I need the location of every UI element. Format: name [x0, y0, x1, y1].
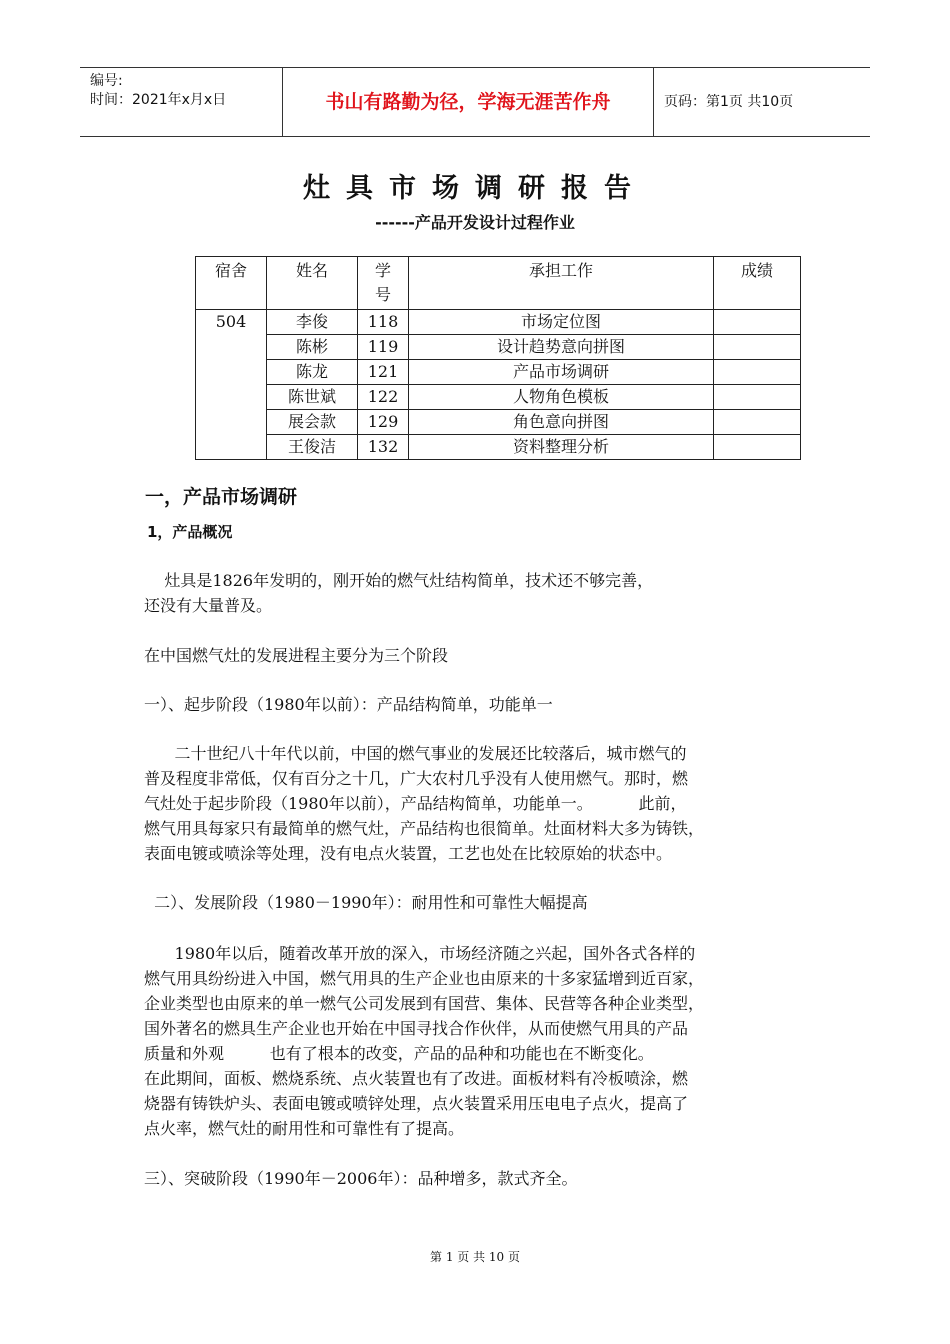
member-task: 设计趋势意向拼图 [409, 335, 714, 360]
member-id: 132 [358, 435, 409, 460]
member-id: 129 [358, 410, 409, 435]
table-row [196, 435, 801, 460]
intro-paragraph: 灶具是1826年发明的，刚开始的燃气灶结构简单，技术还不够完善， 还没有大量普及。 [144, 571, 654, 615]
member-task: 产品市场调研 [409, 360, 714, 385]
header-id-line1: 学 [374, 261, 391, 280]
member-task: 角色意向拼图 [409, 410, 714, 435]
motto: 书山有路勤为径，学海无涯苦作舟 [282, 68, 654, 136]
stage1-body: 二十世纪八十年代以前，中国的燃气事业的发展还比较落后，城市燃气的 普及程度非常低，仅有百分之十几，广大农村几乎没有人使用燃气。那时，燃 气灶处于起步阶段（1980年以前），产品结构简单，功能单一。 此前， 燃气用具每家只有最简单的燃气灶，产品结构也很简单。灶面材料大多为铸铁， 表面电镀或喷涂等处理，没有电点火装置，工艺也处在比较原始的状态中。 [144, 744, 705, 863]
member-grade [714, 360, 801, 385]
header-dorm: 宿舍 [196, 257, 267, 310]
page-header [80, 67, 870, 137]
member-name: 王俊洁 [267, 435, 358, 460]
stage1-title: 一）、起步阶段（1980年以前）：产品结构简单，功能单一 [144, 695, 553, 714]
header-meta [90, 72, 226, 110]
member-task: 人物角色模板 [409, 385, 714, 410]
header-id [358, 257, 409, 310]
section-heading: 一，产品市场调研 [145, 486, 298, 508]
member-grade [714, 435, 801, 460]
table-row [196, 385, 801, 410]
stages-paragraph: 在中国燃气灶的发展进程主要分为三个阶段 [144, 646, 449, 665]
table-row [196, 410, 801, 435]
stage3-title: 三）、突破阶段（1990年－2006年）：品种增多，款式齐全。 [144, 1169, 578, 1188]
number-label: 编号: [90, 73, 123, 89]
header-task: 承担工作 [409, 257, 714, 310]
stage2-title: 二）、发展阶段（1980－1990年）：耐用性和可靠性大幅提高 [144, 893, 588, 912]
member-name: 展会款 [267, 410, 358, 435]
table-row [196, 335, 801, 360]
time-label: 时间：2021年x月x日 [90, 92, 227, 108]
dorm-cell: 504 [196, 310, 267, 460]
member-id: 122 [358, 385, 409, 410]
header-id-line2: 号 [374, 285, 391, 304]
member-grade [714, 335, 801, 360]
member-task: 资料整理分析 [409, 435, 714, 460]
report-subtitle: ------产品开发设计过程作业 [375, 213, 575, 232]
member-grade [714, 410, 801, 435]
member-id: 118 [358, 310, 409, 335]
table-header-row [196, 257, 801, 310]
member-id: 121 [358, 360, 409, 385]
table-row [196, 310, 801, 335]
page-info: 页码：第1页 共10页 [664, 94, 794, 110]
header-grade: 成绩 [714, 257, 801, 310]
member-name: 李俊 [267, 310, 358, 335]
page-footer: 第 1 页 共 10 页 [430, 1250, 520, 1264]
member-name: 陈龙 [267, 360, 358, 385]
report-title: 灶具市场调研报告 [303, 173, 647, 204]
team-table [195, 256, 801, 460]
member-name: 陈彬 [267, 335, 358, 360]
member-grade [714, 385, 801, 410]
stage2-body: 1980年以后，随着改革开放的深入，市场经济随之兴起，国外各式各样的 燃气用具纷纷进入中国，燃气用具的生产企业也由原来的十多家猛增到近百家， 企业类型也由原来的单一燃气公司发展到有国营、集体、民营等各种企业类型， 国外著名的燃具生产企业也开始在中国寻找合作伙伴，从而使燃气用具的产品 质量和外观 也有了根本的改变，产品的品种和功能也在不断变化。 在此期间，面板、燃烧系统、点火装置也有了改进。面板材料有冷板喷涂，燃 烧器有铸铁炉头、表面电镀或喷锌处理，点火装置采用压电电子点火，提高了 点火率，燃气灶的耐用性和可靠性有了提高。 [144, 944, 705, 1138]
member-task: 市场定位图 [409, 310, 714, 335]
table-row [196, 360, 801, 385]
header-name: 姓名 [267, 257, 358, 310]
member-grade [714, 310, 801, 335]
sub-heading: 1，产品概况 [147, 523, 233, 541]
member-id: 119 [358, 335, 409, 360]
member-name: 陈世斌 [267, 385, 358, 410]
